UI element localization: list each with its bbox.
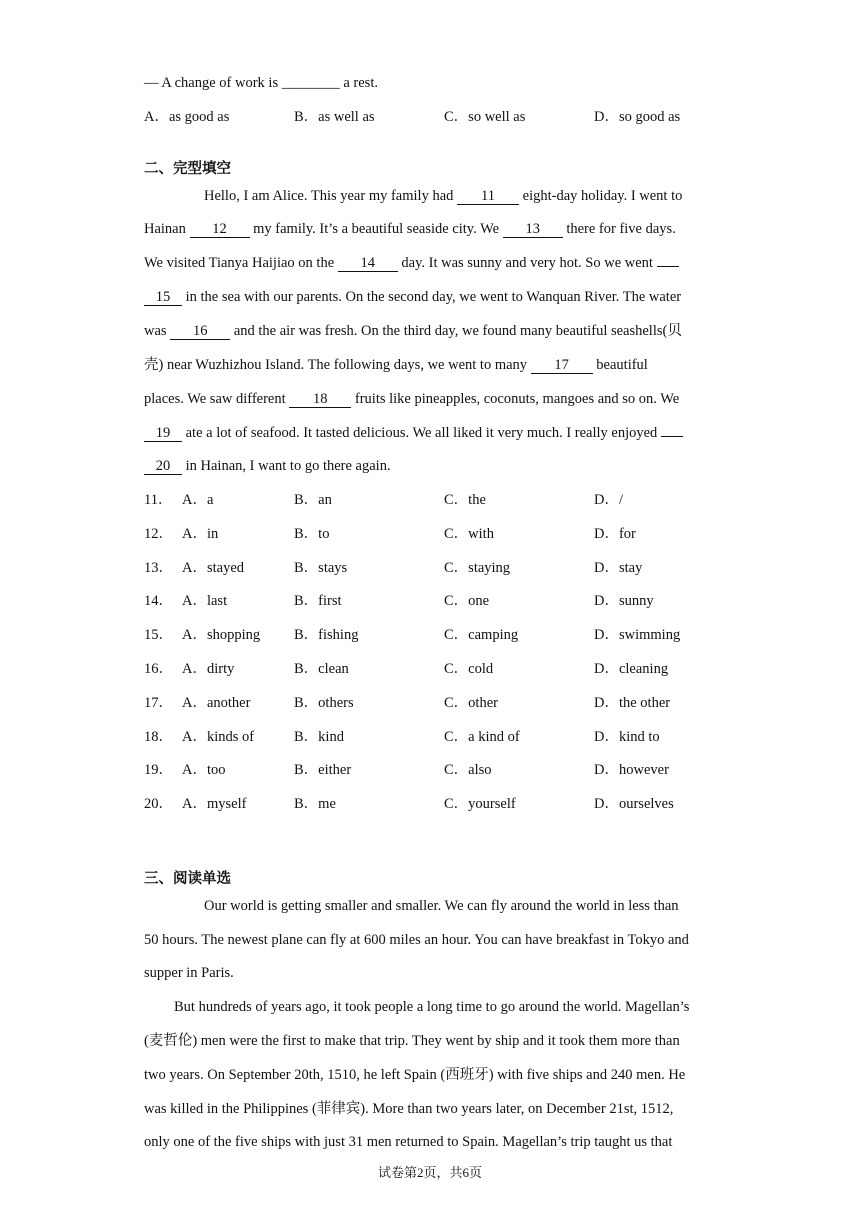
option-a: A．dirty: [182, 661, 235, 677]
passage-line: 15 in the sea with our parents. On the second day, we went to Wanquan River. The water: [144, 287, 716, 307]
option-a: A．another: [182, 694, 251, 711]
page-footer: 试卷第2页，共6页: [377, 1165, 482, 1180]
question-number: 11．: [144, 492, 173, 508]
question-row: [144, 591, 744, 611]
option-d: D．/: [594, 492, 623, 508]
question-number: 14．: [144, 593, 173, 610]
question-number: 15．: [144, 627, 173, 644]
option-c: C．yourself: [444, 796, 516, 813]
option-c: C．other: [444, 694, 498, 711]
option-a: A．in: [182, 525, 219, 542]
section-heading: 三、阅读单选: [144, 871, 231, 887]
passage-line: places. We saw different 18 fruits like pineapples, coconuts, mangoes and so on. We: [144, 391, 680, 407]
passage-line: was 16 and the air was fresh. On the third day, we found many beautiful seashells(贝: [144, 323, 682, 339]
option-d: D．the other: [594, 694, 671, 711]
question-row: [144, 693, 744, 713]
passage-line: Our world is getting smaller and smaller. We can fly around the world in less than: [204, 898, 679, 914]
option-c: C．with: [444, 525, 494, 542]
passage-line: Hello, I am Alice. This year my family had 11 eight-day holiday. I went to: [204, 188, 683, 204]
option-c: C．so well as: [444, 109, 526, 125]
option-b: B．an: [294, 492, 332, 508]
question-row: [144, 625, 744, 645]
option-b: B．stays: [294, 559, 348, 576]
option-b: B．to: [294, 525, 330, 542]
option-b: B．kind: [294, 728, 344, 745]
option-d: D．swimming: [594, 627, 681, 644]
option-a: A．last: [182, 593, 228, 610]
question-number: 19．: [144, 762, 173, 779]
question-row: [144, 558, 744, 578]
question-number: 13．: [144, 559, 173, 576]
question-number: 17．: [144, 694, 173, 711]
option-d: D．cleaning: [594, 661, 669, 677]
blank: 16: [170, 323, 230, 340]
option-d: D．kind to: [594, 728, 660, 745]
option-c: C．a kind of: [444, 728, 520, 745]
passage-line: We visited Tianya Haijiao on the 14 day. It was sunny and very hot. So we went: [144, 253, 716, 273]
passage-line: supper in Paris.: [144, 965, 234, 981]
question-row: [144, 727, 744, 747]
option-b: B．first: [294, 593, 342, 610]
blank: 17: [531, 357, 593, 374]
blank: 12: [190, 221, 250, 238]
question-number: 20．: [144, 796, 173, 813]
passage-line: was killed in the Philippines (菲律宾). More than two years later, on December 21st, 1512,: [144, 1101, 674, 1117]
option-c: C．staying: [444, 559, 511, 576]
option-c: C．cold: [444, 661, 494, 677]
question-stem: — A change of work is ________ a rest.: [144, 75, 378, 91]
option-b: B．others: [294, 694, 354, 711]
option-d: D．for: [594, 525, 636, 542]
passage-line: Hainan 12 my family. It’s a beautiful seaside city. We 13 there for five days.: [144, 221, 676, 237]
option-d: D．ourselves: [594, 796, 674, 813]
option-d: D．stay: [594, 559, 643, 576]
blank: 14: [338, 255, 398, 272]
option-a: A．as good as: [144, 109, 230, 125]
option-b: B．me: [294, 796, 336, 813]
option-a: A．too: [182, 762, 226, 779]
question-row: [144, 794, 744, 814]
option-b: B．fishing: [294, 627, 359, 644]
question-options: [144, 107, 744, 127]
question-number: 12．: [144, 525, 173, 542]
blank: 20: [144, 458, 182, 475]
option-c: C．camping: [444, 627, 519, 644]
option-a: A．stayed: [182, 559, 245, 576]
option-a: A．shopping: [182, 627, 261, 644]
option-a: A．myself: [182, 796, 247, 813]
option-a: A．a: [182, 492, 214, 508]
blank: 19: [144, 425, 182, 442]
passage-line: two years. On September 20th, 1510, he left Spain (西班牙) with five ships and 240 men. He: [144, 1067, 686, 1083]
question-number: 16．: [144, 661, 173, 677]
question-number: 18．: [144, 728, 173, 745]
passage-line: But hundreds of years ago, it took people a long time to go around the world. Magellan’s: [174, 999, 690, 1015]
option-c: C．also: [444, 762, 492, 779]
passage-line: only one of the five ships with just 31 men returned to Spain. Magellan’s trip taught us that: [144, 1134, 673, 1150]
option-c: C．one: [444, 593, 490, 610]
passage-line: 20 in Hainan, I want to go there again.: [144, 456, 716, 476]
blank: 11: [457, 188, 519, 205]
blank: 15: [144, 289, 182, 306]
option-d: D．so good as: [594, 109, 681, 125]
option-d: D．however: [594, 762, 669, 779]
passage-line: (麦哲伦) men were the first to make that trip. They went by ship and it took them more than: [144, 1033, 680, 1049]
question-row: [144, 659, 744, 679]
option-a: A．kinds of: [182, 728, 255, 745]
section-heading: 二、完型填空: [144, 161, 231, 177]
option-b: B．either: [294, 762, 352, 779]
option-b: B．clean: [294, 661, 349, 677]
option-b: B．as well as: [294, 109, 375, 125]
question-row: [144, 490, 744, 510]
blank: 18: [289, 391, 351, 408]
passage-line: 壳) near Wuzhizhou Island. The following days, we went to many 17 beautiful: [144, 357, 648, 373]
passage-line: 50 hours. The newest plane can fly at 600 miles an hour. You can have breakfast in Tokyo and: [144, 932, 689, 948]
blank: 13: [503, 221, 563, 238]
question-row: [144, 524, 744, 544]
passage-line: 19 ate a lot of seafood. It tasted delicious. We all liked it very much. I really enjoyed: [144, 423, 716, 443]
option-d: D．sunny: [594, 593, 654, 610]
question-row: [144, 760, 744, 780]
option-c: C．the: [444, 492, 486, 508]
